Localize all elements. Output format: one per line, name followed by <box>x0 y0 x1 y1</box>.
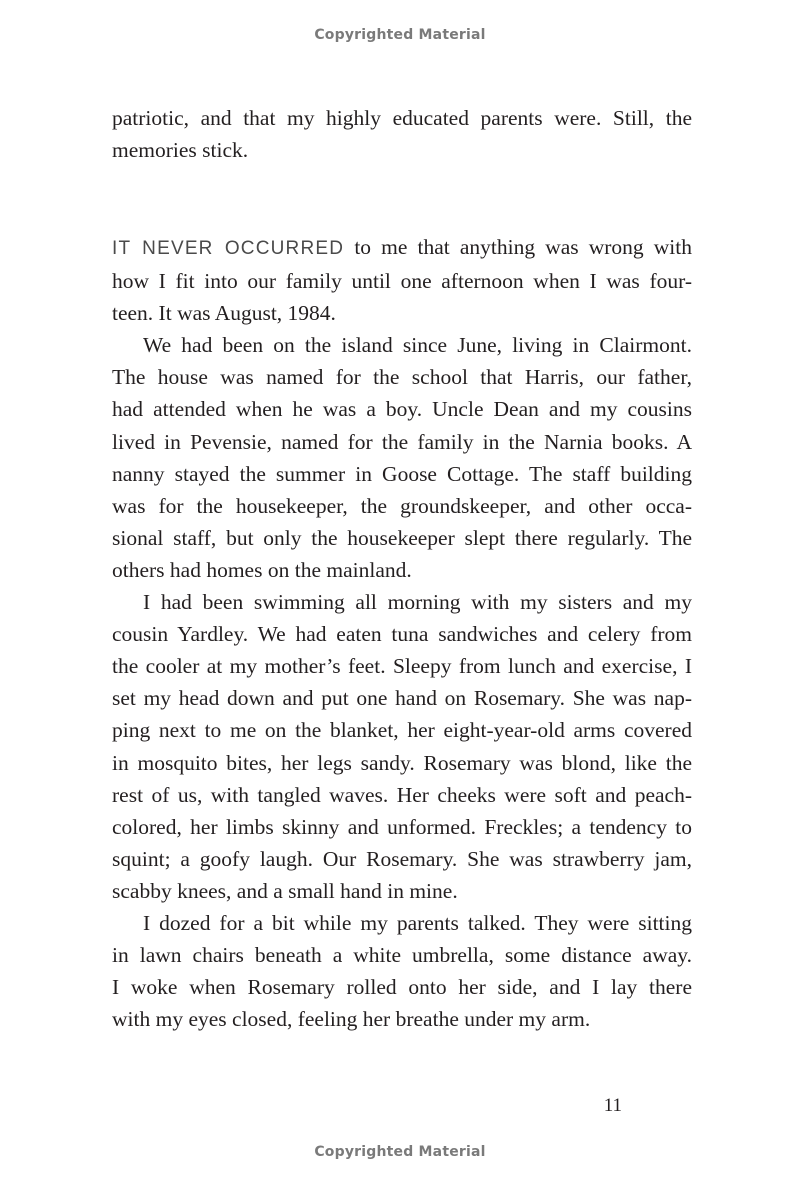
text-line: was for the housekeeper, the groundskeeper, and other occa- <box>112 493 692 518</box>
text-line: The house was named for the school that Harris, our father, <box>112 365 692 390</box>
text-line: the cooler at my mother’s feet. Sleepy from lunch and exercise, I <box>112 654 692 679</box>
text-line: scabby knees, and a small hand in mine. <box>112 878 458 903</box>
text-line: patriotic, and that my highly educated parents were. Still, the <box>112 106 692 130</box>
text-line: squint; a goofy laugh. Our Rosemary. She was strawberry jam, <box>112 846 692 871</box>
paragraph-first-line: I dozed for a bit while my parents talked. They were sitting <box>143 910 692 935</box>
text-line: set my head down and put one hand on Rosemary. She was nap- <box>112 686 692 711</box>
section-lead-in: IT NEVER OCCURRED <box>112 238 345 259</box>
text-line: ping next to me on the blanket, her eight-year-old arms covered <box>112 718 692 743</box>
text-line: others had homes on the mainland. <box>112 557 412 582</box>
text-line: nanny stayed the summer in Goose Cottage. The staff building <box>112 461 692 486</box>
section-opening-line <box>112 231 692 265</box>
section-body <box>112 231 692 1035</box>
text-line: memories stick. <box>112 138 249 163</box>
text-line: colored, her limbs skinny and unformed. Freckles; a tendency to <box>112 814 692 839</box>
paragraph-first-line: We had been on the island since June, living in Clairmont. <box>143 333 692 358</box>
continuation-paragraph <box>112 102 692 166</box>
page-number: 11 <box>603 1095 622 1116</box>
text-line: teen. It was August, 1984. <box>112 301 336 326</box>
text-line: in mosquito bites, her legs sandy. Rosemary was blond, like the <box>112 750 692 775</box>
text-line: cousin Yardley. We had eaten tuna sandwiches and celery from <box>112 622 692 647</box>
text-line: had attended when he was a boy. Uncle Dean and my cousins <box>112 397 692 422</box>
text-line: rest of us, with tangled waves. Her cheeks were soft and peach- <box>112 782 692 807</box>
text-line: how I fit into our family until one afternoon when I was four- <box>112 269 692 294</box>
text-line: sional staff, but only the housekeeper slept there regularly. The <box>112 525 692 550</box>
paragraph-first-line: I had been swimming all morning with my sisters and my <box>143 590 692 615</box>
opening-line-text: to me that anything was wrong with <box>354 235 692 259</box>
text-line: lived in Pevensie, named for the family in the Narnia books. A <box>112 429 692 454</box>
text-line: in lawn chairs beneath a white umbrella, some distance away. <box>112 943 692 968</box>
copyright-watermark-bottom: Copyrighted Material <box>314 1144 486 1160</box>
text-line: with my eyes closed, feeling her breathe under my arm. <box>112 1007 591 1032</box>
text-line: I woke when Rosemary rolled onto her side, and I lay there <box>112 975 692 1000</box>
copyright-watermark-top: Copyrighted Material <box>314 27 486 43</box>
